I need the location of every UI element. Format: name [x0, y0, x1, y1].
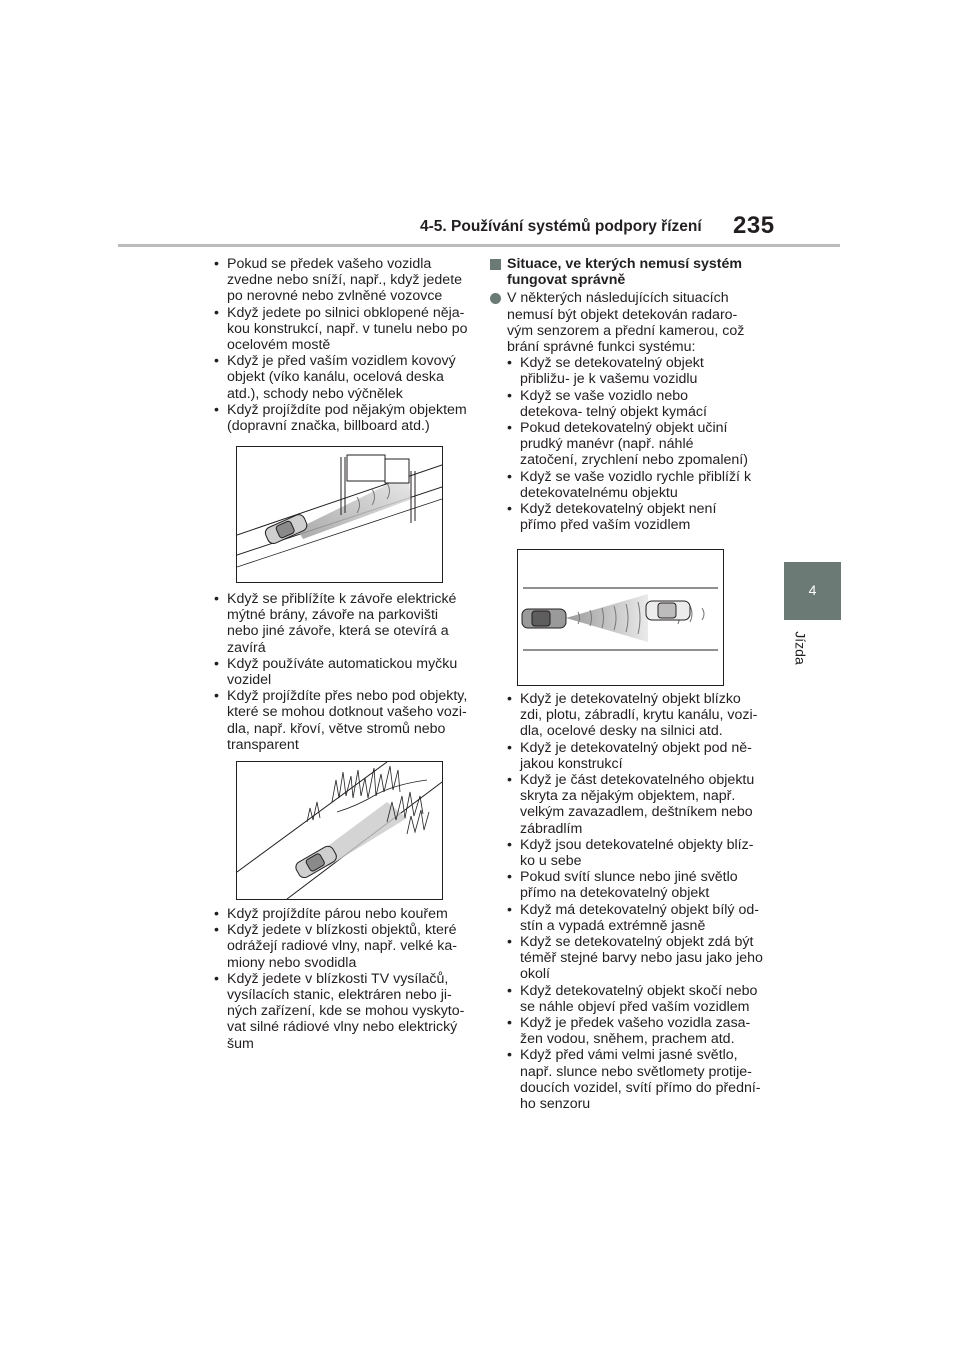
page-number: 235: [733, 212, 775, 239]
left-list-1: [208, 256, 470, 434]
list-item: • Když jedete v blízkosti objektů, které odrážejí radiové vlny, např. velké ka- miony nebo svodidla: [208, 922, 470, 971]
list-item: • Když se detekovatelný objekt přibližu- je k vašemu vozidlu: [501, 355, 752, 387]
list-item: • Když je detekovatelný objekt pod ně- jakou konstrukcí: [501, 740, 763, 772]
chapter-label: Jízda: [792, 631, 809, 665]
left-list-2: [208, 591, 470, 753]
list-item: • Pokud detekovatelný objekt učiní prudký manévr (např. náhlé zatočení, zrychlení nebo zpomalení): [501, 420, 752, 469]
list-item: • Když se vaše vozidlo rychle přiblíží k detekovatelnému objektu: [501, 469, 752, 501]
bushes-illustration: [237, 762, 442, 899]
right-column-top: [490, 256, 752, 533]
overhead-sign-illustration: [237, 447, 442, 582]
section-heading: Situace, ve kterých nemusí systém fungovat správně: [490, 256, 752, 288]
list-item: • Když je před vaším vozidlem kovový objekt (víko kanálu, ocelová deska atd.), schody nebo výčnělek: [208, 353, 470, 402]
list-item: • Když má detekovatelný objekt bílý od- stín a vypadá extrémně jasně: [501, 902, 763, 934]
list-item: • Když projíždíte přes nebo pod objekty, které se mohou dotknout vašeho vozi- dla, např. křoví, větve stromů nebo transparent: [208, 688, 470, 753]
figure-bushes: [236, 761, 443, 900]
list-item: • Když se přiblížíte k závoře elektrické mýtné brány, závoře na parkovišti nebo jiné závoře, která se otevírá a zavírá: [208, 591, 470, 656]
list-item: • Když používáte automatickou myčku vozidel: [208, 656, 470, 688]
list-item: • Když jedete po silnici obklopené něja- kou konstrukcí, např. v tunelu nebo po ocelovém mostě: [208, 305, 470, 354]
list-item: • Když detekovatelný objekt skočí nebo se náhle objeví před vaším vozidlem: [501, 983, 763, 1015]
list-item: • Když je předek vašeho vozidla zasa- žen vodou, sněhem, prachem atd.: [501, 1015, 763, 1047]
figure-vehicle-ahead: [517, 549, 724, 686]
figure-overhead-sign: [236, 446, 443, 583]
chapter-tab[interactable]: [784, 562, 841, 620]
left-list-3: [208, 906, 470, 1052]
right-list-2: [501, 691, 763, 1112]
chapter-number: 4: [808, 582, 817, 598]
section-title: 4-5. Používání systémů podpory řízení: [420, 218, 702, 235]
list-item: • Když se detekovatelný objekt zdá být téměř stejné barvy nebo jasu jako jeho okolí: [501, 934, 763, 983]
list-item: • Když jsou detekovatelné objekty blíz- ko u sebe: [501, 837, 763, 869]
square-bullet-icon: [490, 259, 501, 270]
chapter-label-box: [792, 631, 816, 672]
list-item: • Když jedete v blízkosti TV vysílačů, vysílacích stanic, elektráren nebo ji- ných zařízení, kde se mohou vyskyto- vat silné rádiové vlny nebo elektrický šum: [208, 971, 470, 1052]
header-rule: [118, 244, 840, 247]
list-item: • Když je detekovatelný objekt blízko zdi, plotu, zábradlí, krytu kanálu, vozi- dla, ocelové desky na silnici atd.: [501, 691, 763, 740]
list-item: • Když detekovatelný objekt není přímo před vaším vozidlem: [501, 501, 752, 533]
list-item: • Když před vámi velmi jasné světlo, např. slunce nebo světlomety protije- doucích vozidel, svítí přímo do přední- ho senzoru: [501, 1047, 763, 1112]
list-item: • Když projíždíte párou nebo kouřem: [208, 906, 470, 922]
list-item: • Pokud svítí slunce nebo jiné světlo přímo na detekovatelný objekt: [501, 869, 763, 901]
vehicle-ahead-illustration: [518, 550, 723, 685]
intro-paragraph: V některých následujících situacích nemusí být objekt detekován radaro- vým senzorem a přední kamerou, což brání správné funkci systému:: [490, 290, 752, 355]
list-item: • Když projíždíte pod nějakým objektem (dopravní značka, billboard atd.): [208, 402, 470, 434]
list-item: • Když je část detekovatelného objektu skryta za nějakým objektem, např. velkým zavazadlem, deštníkem nebo zábradlím: [501, 772, 763, 837]
list-item: • Když se vaše vozidlo nebo detekova- telný objekt kymácí: [501, 388, 752, 420]
list-item: • Pokud se předek vašeho vozidla zvedne nebo sníží, např., když jedete po nerovné nebo zvlněné vozovce: [208, 256, 470, 305]
circle-bullet-icon: [490, 293, 501, 304]
